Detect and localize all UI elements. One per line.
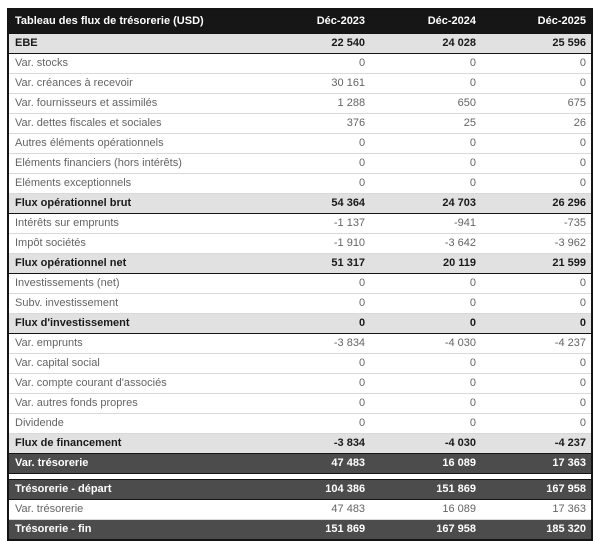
row-value: 17 363 bbox=[481, 500, 592, 520]
row-value: 47 483 bbox=[259, 454, 370, 474]
row-value: -3 642 bbox=[370, 234, 481, 254]
row-label: Dividende bbox=[8, 414, 259, 434]
row-label: Trésorerie - départ bbox=[8, 480, 259, 500]
table-row bbox=[8, 174, 592, 194]
table-row bbox=[8, 294, 592, 314]
row-value: 0 bbox=[259, 414, 370, 434]
table-row bbox=[8, 454, 592, 474]
row-label: Subv. investissement bbox=[8, 294, 259, 314]
row-value: 26 296 bbox=[481, 194, 592, 214]
row-value: 0 bbox=[370, 54, 481, 74]
table-row bbox=[8, 274, 592, 294]
row-label: Flux opérationnel brut bbox=[8, 194, 259, 214]
row-label: Var. compte courant d'associés bbox=[8, 374, 259, 394]
row-value: 0 bbox=[370, 154, 481, 174]
row-value: 0 bbox=[481, 374, 592, 394]
row-value: 0 bbox=[259, 174, 370, 194]
table-row bbox=[8, 314, 592, 334]
table-body bbox=[8, 34, 592, 541]
row-value: 0 bbox=[259, 134, 370, 154]
row-label: Var. créances à recevoir bbox=[8, 74, 259, 94]
row-value: 151 869 bbox=[259, 520, 370, 541]
table-header-row bbox=[8, 9, 592, 34]
table-row bbox=[8, 394, 592, 414]
row-value: 185 320 bbox=[481, 520, 592, 541]
table-row bbox=[8, 74, 592, 94]
row-value: 0 bbox=[259, 54, 370, 74]
table-row bbox=[8, 234, 592, 254]
row-value: 0 bbox=[259, 314, 370, 334]
table-row bbox=[8, 334, 592, 354]
row-value: 20 119 bbox=[370, 254, 481, 274]
table-row bbox=[8, 34, 592, 54]
row-value: -4 030 bbox=[370, 434, 481, 454]
row-value: 675 bbox=[481, 94, 592, 114]
table-row bbox=[8, 374, 592, 394]
row-value: 26 bbox=[481, 114, 592, 134]
row-value: 0 bbox=[370, 174, 481, 194]
row-value: 0 bbox=[370, 74, 481, 94]
row-label: Trésorerie - fin bbox=[8, 520, 259, 541]
row-label: Eléments financiers (hors intérêts) bbox=[8, 154, 259, 174]
row-value: 0 bbox=[481, 394, 592, 414]
row-value: -735 bbox=[481, 214, 592, 234]
row-value: 0 bbox=[259, 374, 370, 394]
row-label: Flux de financement bbox=[8, 434, 259, 454]
row-value: 0 bbox=[370, 394, 481, 414]
row-value: 0 bbox=[481, 294, 592, 314]
table-row bbox=[8, 434, 592, 454]
row-value: 0 bbox=[370, 354, 481, 374]
row-label: Var. stocks bbox=[8, 54, 259, 74]
row-label: Impôt sociétés bbox=[8, 234, 259, 254]
row-value: 17 363 bbox=[481, 454, 592, 474]
row-value: -4 237 bbox=[481, 434, 592, 454]
row-value: 51 317 bbox=[259, 254, 370, 274]
table-row bbox=[8, 480, 592, 500]
row-value: 0 bbox=[481, 74, 592, 94]
row-value: 0 bbox=[481, 354, 592, 374]
row-label: Var. dettes fiscales et sociales bbox=[8, 114, 259, 134]
table-row bbox=[8, 94, 592, 114]
row-label: Intérêts sur emprunts bbox=[8, 214, 259, 234]
row-value: 1 288 bbox=[259, 94, 370, 114]
row-value: -1 137 bbox=[259, 214, 370, 234]
row-value: 25 596 bbox=[481, 34, 592, 54]
row-value: 16 089 bbox=[370, 500, 481, 520]
table-row bbox=[8, 354, 592, 374]
row-value: 25 bbox=[370, 114, 481, 134]
row-value: 0 bbox=[370, 134, 481, 154]
row-value: -3 834 bbox=[259, 434, 370, 454]
table-row bbox=[8, 214, 592, 234]
row-value: 104 386 bbox=[259, 480, 370, 500]
row-value: 0 bbox=[370, 314, 481, 334]
row-value: -4 030 bbox=[370, 334, 481, 354]
row-value: 24 703 bbox=[370, 194, 481, 214]
row-value: 21 599 bbox=[481, 254, 592, 274]
row-value: 0 bbox=[481, 54, 592, 74]
row-value: 0 bbox=[370, 374, 481, 394]
row-value: 0 bbox=[259, 354, 370, 374]
table-row bbox=[8, 520, 592, 541]
table-title: Tableau des flux de trésorerie (USD) bbox=[8, 9, 259, 34]
row-value: 0 bbox=[481, 414, 592, 434]
row-label: Autres éléments opérationnels bbox=[8, 134, 259, 154]
row-value: 376 bbox=[259, 114, 370, 134]
table-row bbox=[8, 54, 592, 74]
table-row bbox=[8, 194, 592, 214]
row-label: EBE bbox=[8, 34, 259, 54]
row-label: Var. emprunts bbox=[8, 334, 259, 354]
row-value: 0 bbox=[259, 274, 370, 294]
row-value: 167 958 bbox=[481, 480, 592, 500]
table-row bbox=[8, 154, 592, 174]
row-value: -941 bbox=[370, 214, 481, 234]
table-row bbox=[8, 414, 592, 434]
row-label: Var. trésorerie bbox=[8, 454, 259, 474]
table-row bbox=[8, 114, 592, 134]
row-value: 54 364 bbox=[259, 194, 370, 214]
row-value: 0 bbox=[259, 154, 370, 174]
row-value: 0 bbox=[370, 274, 481, 294]
row-value: -3 962 bbox=[481, 234, 592, 254]
row-value: 16 089 bbox=[370, 454, 481, 474]
row-value: 0 bbox=[481, 274, 592, 294]
column-header-dec-2023: Déc-2023 bbox=[259, 9, 370, 34]
row-value: 0 bbox=[481, 314, 592, 334]
row-value: 0 bbox=[259, 294, 370, 314]
row-value: 0 bbox=[370, 414, 481, 434]
row-label: Var. capital social bbox=[8, 354, 259, 374]
table-row bbox=[8, 134, 592, 154]
row-value: 650 bbox=[370, 94, 481, 114]
column-header-dec-2025: Déc-2025 bbox=[481, 9, 592, 34]
row-value: -4 237 bbox=[481, 334, 592, 354]
table-row bbox=[8, 254, 592, 274]
row-value: 24 028 bbox=[370, 34, 481, 54]
row-label: Flux opérationnel net bbox=[8, 254, 259, 274]
row-value: 0 bbox=[481, 134, 592, 154]
row-label: Var. fournisseurs et assimilés bbox=[8, 94, 259, 114]
row-value: 151 869 bbox=[370, 480, 481, 500]
row-value: 167 958 bbox=[370, 520, 481, 541]
row-value: 0 bbox=[481, 154, 592, 174]
row-label: Eléments exceptionnels bbox=[8, 174, 259, 194]
table-row bbox=[8, 500, 592, 520]
row-value: 0 bbox=[259, 394, 370, 414]
row-value: 30 161 bbox=[259, 74, 370, 94]
row-value: 47 483 bbox=[259, 500, 370, 520]
column-header-dec-2024: Déc-2024 bbox=[370, 9, 481, 34]
row-label: Investissements (net) bbox=[8, 274, 259, 294]
row-value: 0 bbox=[370, 294, 481, 314]
row-value: -3 834 bbox=[259, 334, 370, 354]
row-label: Flux d'investissement bbox=[8, 314, 259, 334]
row-label: Var. trésorerie bbox=[8, 500, 259, 520]
row-label: Var. autres fonds propres bbox=[8, 394, 259, 414]
row-value: 22 540 bbox=[259, 34, 370, 54]
row-value: 0 bbox=[481, 174, 592, 194]
row-value: -1 910 bbox=[259, 234, 370, 254]
cashflow-table bbox=[7, 8, 593, 541]
